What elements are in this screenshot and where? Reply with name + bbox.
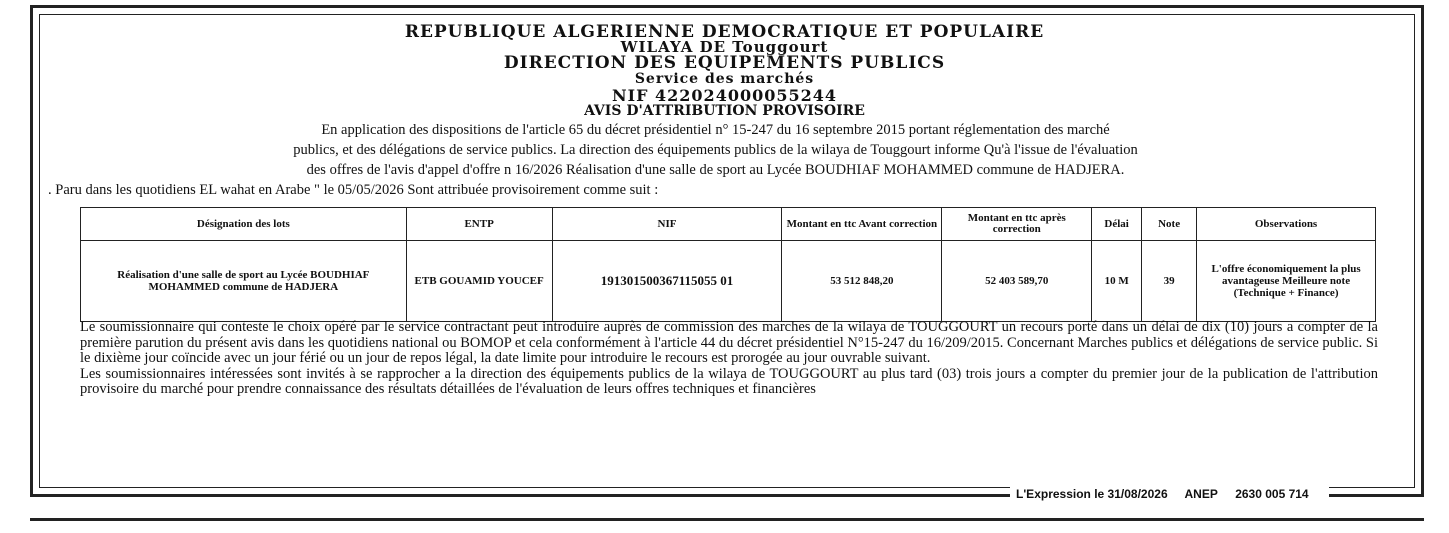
- publication-footer: [1010, 487, 1329, 501]
- notice-title: AVIS D'ATTRIBUTION PROVISOIRE: [584, 103, 865, 119]
- intro-line: publics, et des délégations de service publics. La direction des équipements publics de la wilaya de Touggourt informe Qu'à l'issue de l'évaluation: [293, 142, 1138, 158]
- column-header: Délai: [1092, 208, 1142, 241]
- column-header: Montant en ttc Avant correction: [782, 208, 942, 241]
- publication-source: L'Expression le 31/08/2026: [1016, 487, 1168, 501]
- intro-paragraph: [48, 120, 1383, 200]
- column-header: Observations: [1197, 208, 1376, 241]
- table-header-row: [81, 208, 1376, 241]
- column-header: Note: [1142, 208, 1197, 241]
- publication-reference: 2630 005 714: [1235, 487, 1309, 501]
- entp-cell: ETB GOUAMID YOUCEF: [406, 241, 552, 322]
- intro-line: En application des dispositions de l'article 65 du décret présidentiel n° 15-247 du 16 septembre 2015 portant réglementation des marché: [321, 122, 1110, 138]
- lot-designation-cell: Réalisation d'une salle de sport au Lycée BOUDHIAF MOHAMMED commune de HADJERA: [81, 241, 407, 322]
- delay-cell: 10 M: [1092, 241, 1142, 322]
- observations-cell: L'offre économiquement la plus avantageuse Meilleure note (Technique + Finance): [1197, 241, 1376, 322]
- notice-body: [80, 320, 1378, 398]
- column-header: ENTP: [406, 208, 552, 241]
- header-service: Service des marchés: [634, 71, 815, 87]
- column-header: Montant en ttc après correction: [942, 208, 1092, 241]
- recourse-paragraph: Le soumissionnaire qui conteste le choix opéré par le service contractant peut introduire auprès de commission des marches de la wilaya de TOUGGOURT un recours porté dans un délai de dix (10) jours a compter de la première parution du présent avis dans les quotidiens national ou BOMOP et cela conformément à l'article 44 du décret présidentiel N°15-247 du 16/209/2015. Concernant Marches publics et délégations de service public. Si le dixième jour coïncide avec un jour férié ou un jour de repos légal, la date limite pour introduire le recours est prorogée au jour ouvrable suivant.: [80, 319, 1378, 366]
- amount-after-cell: 52 403 589,70: [942, 241, 1092, 322]
- amount-before-cell: 53 512 848,20: [782, 241, 942, 322]
- column-header: Désignation des lots: [81, 208, 407, 241]
- header-nif: NIF 422024000055244: [611, 86, 838, 105]
- results-paragraph: Les soumissionnaires intéressées sont invités à se rapprocher a la direction des équipements publics de la wilaya de TOUGGOURT au plus tard (03) trois jours a compter du premier jour de la publication de l'attribution provisoire du marché pour prendre connaissance des résultats détaillées de l'évaluation de leurs offres techniques et financières: [80, 365, 1378, 397]
- header-wilaya: WILAYA DE Touggourt: [620, 38, 829, 56]
- page-bottom-divider: [30, 518, 1424, 533]
- header-republic: REPUBLIQUE ALGERIENNE DEMOCRATIQUE ET POPULAIRE: [404, 22, 1045, 42]
- attribution-table: [80, 207, 1376, 322]
- nif-cell: 191301500367115055 01: [552, 241, 782, 322]
- note-cell: 39: [1142, 241, 1197, 322]
- table-row: [81, 241, 1376, 322]
- publication-agency: ANEP: [1184, 487, 1218, 501]
- intro-line: . Paru dans les quotidiens EL wahat en Arabe " le 05/05/2026 Sont attribuée provisoirement comme suit :: [48, 182, 659, 198]
- intro-line: des offres de l'avis d'appel d'offre n 16/2026 Réalisation d'une salle de sport au Lycée BOUDHIAF MOHAMMED commune de HADJERA.: [306, 162, 1125, 178]
- header-direction: DIRECTION DES EQUIPEMENTS PUBLICS: [503, 53, 946, 73]
- column-header: NIF: [552, 208, 782, 241]
